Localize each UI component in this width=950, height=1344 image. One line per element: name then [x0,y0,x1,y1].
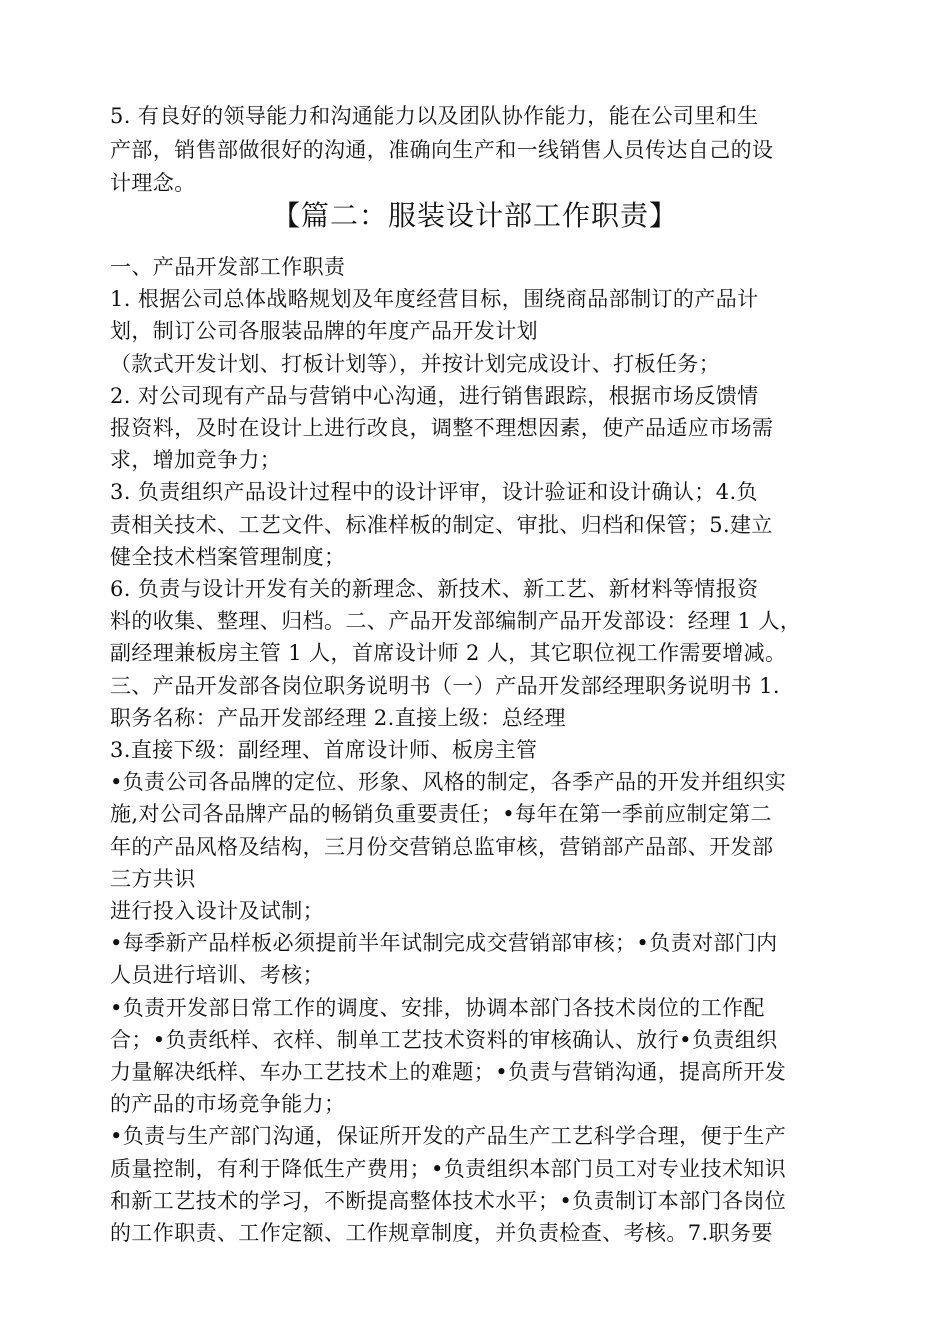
text-line: 和新工艺技术的学习，不断提高整体技术水平；•负责制订本部门各岗位 [110,1188,787,1213]
text-line: 料的收集、整理、归档。二、产品开发部编制产品开发部设：经理 1 人， [110,609,802,634]
text-line: 3.直接下级：副经理、首席设计师、板房主管 [110,738,538,762]
text-line: 产部，销售部做很好的沟通，准确向生产和一线销售人员传达自己的设 [110,137,774,162]
text-line: 合；•负责纸样、衣样、制单工艺技术资料的审核确认、放行•负责组织 [110,1027,778,1052]
text-line: 计理念。 [110,171,196,195]
text-line: 质量控制，有利于降低生产费用；•负责组织本部门员工对专业技术知识 [110,1156,787,1181]
text-line: （款式开发计划、打板计划等），并按计划完成设计、打板任务； [110,351,721,376]
text-line: •负责与生产部门沟通，保证所开发的产品生产工艺科学合理，便于生产 [110,1124,787,1149]
text-line: 6. 负责与设计开发有关的新理念、新技术、新工艺、新材料等情报资 [110,577,759,601]
text-line: 的工作职责、工作定额、工作规章制度，并负责检查、考核。7.职务要 [110,1221,773,1245]
section-title: 【篇二：服装设计部工作职责】 [271,199,678,232]
text-line: •每季新产品样板必须提前半年试制完成交营销部审核；•负责对部门内 [110,931,778,956]
text-line: 职务名称：产品开发部经理 2.直接上级：总经理 [110,705,566,730]
text-line: 年的产品风格及结构，三月份交营销总监审核，营销部产品部、开发部 [110,834,774,859]
text-line: 施,对公司各品牌产品的畅销负重要责任；•每年在第一季前应制定第二 [110,802,772,827]
text-line: 1. 根据公司总体战略规划及年度经营目标，围绕商品部制订的产品计 [110,287,759,312]
text-line: 三、产品开发部各岗位职务说明书（一）产品开发部经理职务说明书 1. [110,673,780,698]
text-line: 5. 有良好的领导能力和沟通能力以及团队协作能力，能在公司里和生 [110,104,759,128]
text-line: •负责开发部日常工作的调度、安排，协调本部门各技术岗位的工作配 [110,995,765,1020]
text-line: 2. 对公司现有产品与营销中心沟通，进行销售跟踪，根据市场反馈情 [110,383,759,408]
text-line: 求，增加竞争力； [110,448,282,473]
text-line: 人员进行培训、考核； [110,963,324,988]
text-line: 报资料，及时在设计上进行改良，调整不理想因素，使产品适应市场需 [110,416,774,440]
text-line: •负责公司各品牌的定位、形象、风格的制定，各季产品的开发并组织实 [110,770,787,795]
text-line: 健全技术档案管理制度； [110,544,346,569]
text-line: 划，制订公司各服装品牌的年度产品开发计划 [110,319,538,344]
text-line: 三方共识 [110,866,196,891]
text-line: 进行投入设计及试制； [110,899,324,923]
text-line: 3. 负责组织产品设计过程中的设计评审，设计验证和设计确认；4.负 [110,480,758,505]
text-line: 的产品的市场竞争能力； [110,1092,346,1117]
text-line: 副经理兼板房主管 1 人，首席设计师 2 人，其它职位视工作需要增减。 [110,641,787,666]
text-line: 力量解决纸样、车办工艺技术上的难题；•负责与营销沟通，提高所开发 [110,1060,787,1084]
text-line: 一、产品开发部工作职责 [110,255,346,279]
text-line: 责相关技术、工艺文件、标准样板的制定、审批、归档和保管；5.建立 [110,512,773,537]
